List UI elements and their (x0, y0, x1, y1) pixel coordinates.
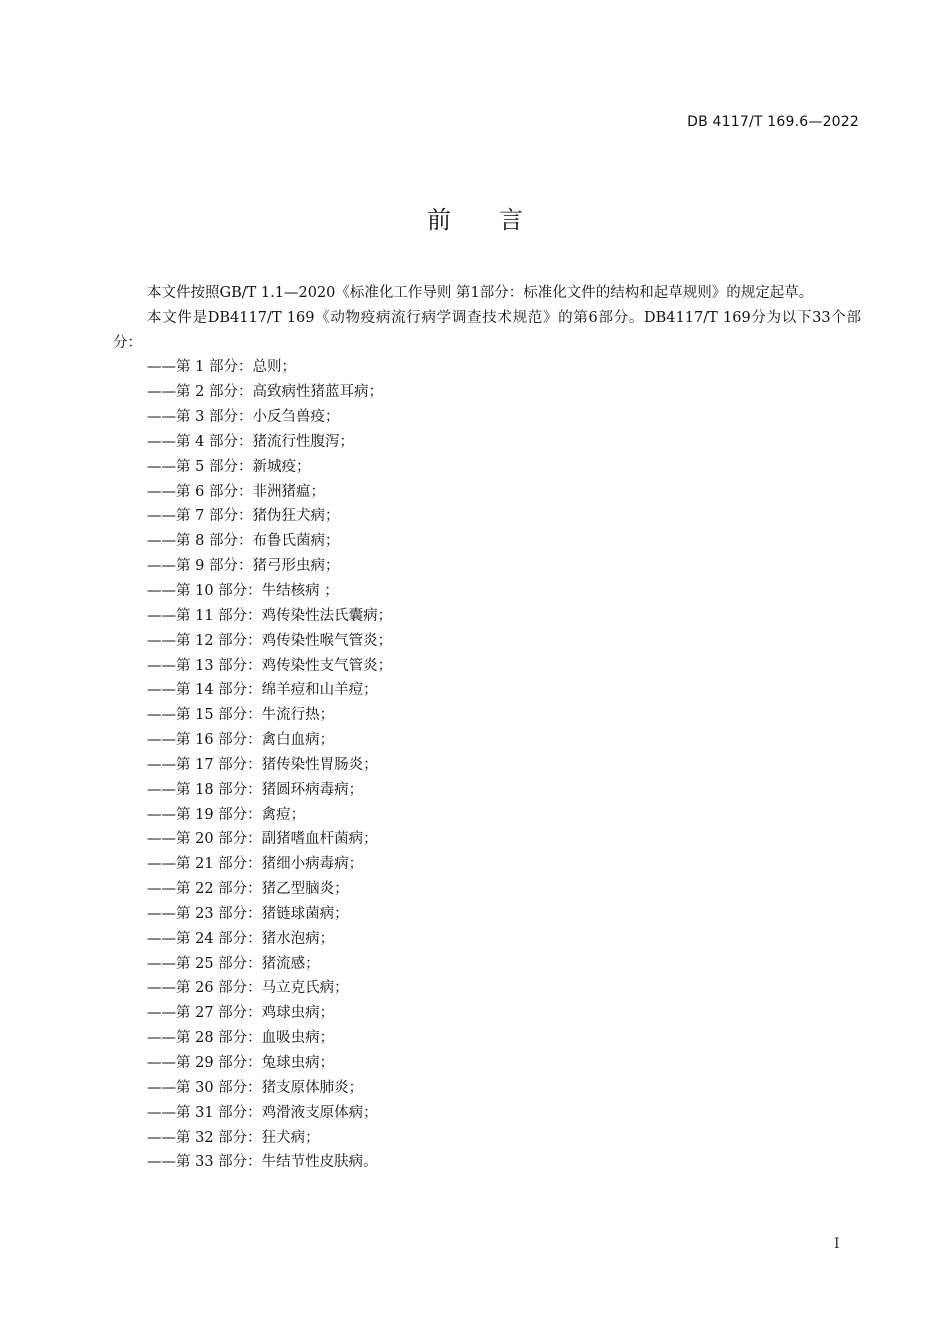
part-item: ——第 21 部分：猪细小病毒病； (147, 856, 364, 873)
part-item: ——第 11 部分：鸡传染性法氏囊病； (147, 607, 393, 624)
part-item: ——第 29 部分：兔球虫病； (147, 1055, 335, 1072)
part-item: ——第 7 部分：猪伪狂犬病； (147, 508, 340, 525)
part-item: ——第 24 部分：猪水泡病； (147, 930, 335, 947)
part-item: ——第 10 部分：牛结核病 ； (147, 582, 339, 599)
page-number: I (834, 1236, 840, 1252)
part-item: ——第 15 部分：牛流行热； (147, 707, 335, 724)
part-item: ——第 17 部分：猪传染性胃肠炎； (147, 756, 378, 773)
parts-list (113, 355, 861, 1175)
part-item: ——第 30 部分：猪支原体肺炎； (147, 1079, 364, 1096)
part-item: ——第 19 部分：禽痘； (147, 806, 306, 823)
paragraph-drafting-rule: 本文件按照GB/T 1.1—2020《标准化工作导则 第1部分：标准化文件的结构和起草规则》的规定起草。 (147, 285, 814, 301)
part-item: ——第 33 部分：牛结节性皮肤病。 (147, 1154, 378, 1171)
part-item: ——第 9 部分：猪弓形虫病； (147, 558, 340, 575)
part-item: ——第 31 部分：鸡滑液支原体病； (147, 1104, 378, 1121)
part-item: ——第 6 部分：非洲猪瘟； (147, 483, 325, 500)
part-item: ——第 18 部分：猪圆环病毒病； (147, 781, 364, 798)
part-item: ——第 22 部分：猪乙型脑炎； (147, 881, 349, 898)
part-item: ——第 1 部分：总则； (147, 359, 296, 376)
part-item: ——第 14 部分：绵羊痘和山羊痘； (147, 682, 378, 699)
part-item: ——第 2 部分：高致病性猪蓝耳病； (147, 384, 383, 401)
part-item: ——第 4 部分：猪流行性腹泻； (147, 433, 354, 450)
part-item: ——第 13 部分：鸡传染性支气管炎； (147, 657, 393, 674)
part-item: ——第 16 部分：禽白血病； (147, 732, 335, 749)
part-item: ——第 5 部分：新城疫； (147, 458, 311, 475)
part-item: ——第 25 部分：猪流感； (147, 955, 320, 972)
part-item: ——第 28 部分：血吸虫病； (147, 1030, 335, 1047)
part-item: ——第 8 部分：布鲁氏菌病； (147, 533, 340, 550)
document-code: DB 4117/T 169.6—2022 (687, 114, 859, 130)
part-item: ——第 26 部分：马立克氏病； (147, 980, 349, 997)
part-item: ——第 32 部分：狂犬病； (147, 1129, 320, 1146)
part-item: ——第 27 部分：鸡球虫病； (147, 1005, 335, 1022)
part-item: ——第 23 部分：猪链球菌病； (147, 905, 349, 922)
part-item: ——第 20 部分：副猪嗜血杆菌病； (147, 831, 378, 848)
page-title: 前言 (427, 206, 571, 234)
part-item: ——第 3 部分：小反刍兽疫； (147, 409, 340, 426)
paragraph-series-description: 本文件是DB4117/T 169《动物疫病流行病学调查技术规范》的第6部分。DB4117/T 169分为以下33个部分： (113, 309, 861, 351)
preface-body (113, 281, 861, 1175)
part-item: ——第 12 部分：鸡传染性喉气管炎； (147, 632, 393, 649)
